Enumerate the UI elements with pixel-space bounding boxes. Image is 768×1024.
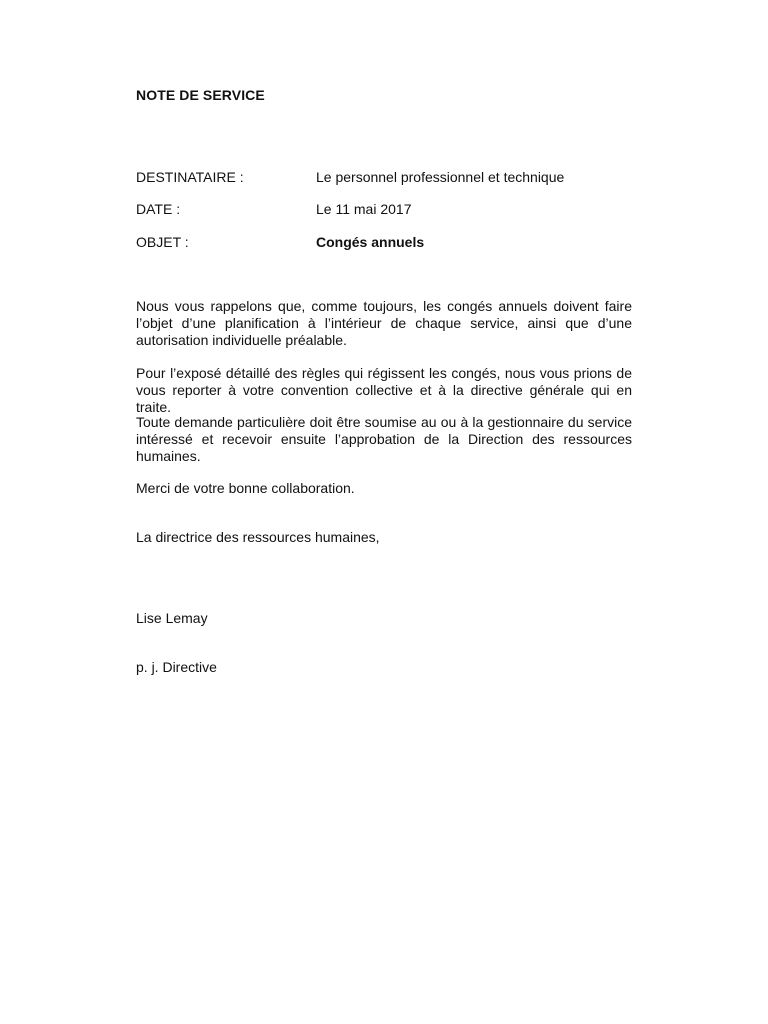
signatory-name: Lise Lemay bbox=[136, 610, 208, 626]
document-title: NOTE DE SERVICE bbox=[136, 87, 265, 103]
enclosure-note: p. j. Directive bbox=[136, 659, 217, 675]
recipient-row bbox=[136, 169, 636, 187]
recipient-label: DESTINATAIRE : bbox=[136, 169, 244, 185]
subject-row bbox=[136, 234, 636, 252]
date-value: Le 11 mai 2017 bbox=[316, 201, 412, 217]
body-paragraph-1: Nous vous rappelons que, comme toujours, les congés annuels doivent faire l’objet d’une planification à l’intérieur de chaque service, ainsi que d’une autorisation individuelle préalable. bbox=[136, 298, 632, 348]
body-paragraph-2: Pour l’exposé détaillé des règles qui régissent les congés, nous vous prions de vous reporter à votre convention collective et à la directive générale qui en traite. bbox=[136, 365, 632, 415]
recipient-value: Le personnel professionnel et technique bbox=[316, 169, 565, 185]
closing-paragraph: Merci de votre bonne collaboration. bbox=[136, 480, 355, 496]
date-row bbox=[136, 201, 636, 219]
subject-value: Congés annuels bbox=[316, 234, 425, 250]
date-label: DATE : bbox=[136, 201, 181, 217]
subject-label: OBJET : bbox=[136, 234, 189, 250]
body-paragraph-3: Toute demande particulière doit être soumise au ou à la gestionnaire du service intéressé et recevoir ensuite l’approbation de la Direction des ressources humaines. bbox=[136, 414, 632, 464]
signatory-role: La directrice des ressources humaines, bbox=[136, 529, 380, 545]
